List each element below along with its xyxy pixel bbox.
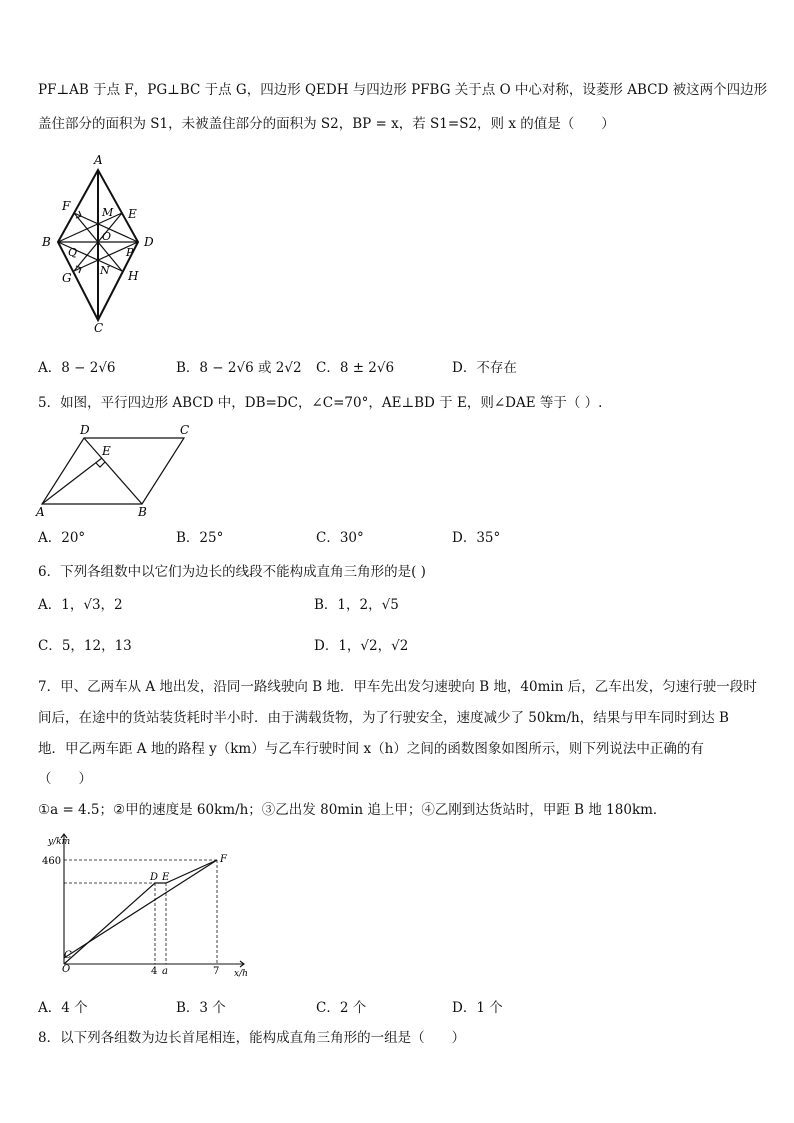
q7-x-tick-a: a [162,966,168,977]
q7-y-tick-460: 460 [42,856,62,867]
q4-label-C: C [94,321,104,335]
q7-point-F: F [220,854,227,865]
q5-parallelogram-figure [30,420,200,520]
q5-text: 5．如图，平行四边形 ABCD 中，DB=DC，∠C=70°，AE⊥BD 于 E，则∠DAE 等于（ ）. [38,395,603,411]
q7-x-tick-7: 7 [213,966,220,977]
q5-label-A: A [36,505,45,519]
q7-xlabel: x/h [234,969,248,979]
q6-option-b: B．1，2，√5 [314,597,399,613]
q5-option-d: D．35° [452,530,501,546]
q5-label-B: B [138,505,147,519]
q7-statements: ①a = 4.5；②甲的速度是 60km/h；③乙出发 80min 追上甲；④乙刚到达货站时，甲距 B 地 180km． [38,802,667,818]
q4-option-a: A．8 − 2√6 [38,360,116,376]
q4-label-F: F [62,199,71,213]
q7-text-line4: （ ） [38,771,92,787]
q8-text: 8．以下列各组数为边长首尾相连，能构成直角三角形的一组是（ ） [38,1030,466,1046]
q4-text-line1: PF⊥AB 于点 F，PG⊥BC 于点 G，四边形 QEDH 与四边形 PFBG 关于点 O 中心对称，设菱形 ABCD 被这两个四边形 [38,82,768,98]
q4-label-B: B [42,235,51,249]
q4-option-d: D．不存在 [452,360,517,376]
q7-point-D: D [150,872,159,883]
q4-label-N: N [100,264,110,277]
q6-option-c: C．5，12，13 [38,638,132,654]
q7-point-C: C [64,950,72,961]
q7-option-a: A．4 个 [38,1000,88,1016]
q4-label-A: A [94,153,103,167]
q7-text-line3: 地．甲乙两车距 A 地的路程 y（km）与乙车行驶时间 x（h）之间的函数图象如图所示，则下列说法中正确的有 [38,741,704,757]
q7-ylabel: y/km [48,837,71,847]
q4-label-D: D [144,235,154,249]
q5-option-a: A．20° [38,530,86,546]
q6-text: 6．下列各组数中以它们为边长的线段不能构成直角三角形的是( ) [38,564,426,580]
q4-label-O: O [102,230,112,243]
q4-label-H: H [128,269,139,283]
q6-option-d: D．1，√2，√2 [314,638,409,654]
q4-rhombus-figure [30,150,170,335]
q7-text-line1: 7．甲、乙两车从 A 地出发，沿同一路线驶向 B 地．甲车先出发匀速驶向 B 地，40min 后，乙车出发，匀速行驶一段时 [38,679,757,695]
q4-label-Q: Q [68,246,78,259]
q5-option-b: B．25° [176,530,224,546]
q7-option-d: D．1 个 [452,1000,503,1016]
q7-text-line2: 间后，在途中的货站装货耗时半小时．由于满载货物，为了行驶安全，速度减少了 50km/h，结果与甲车同时到达 B [38,710,729,726]
q4-text-line2: 盖住部分的面积为 S1，未被盖住部分的面积为 S2，BP = x，若 S1=S2，则 x 的值是（ ） [38,116,615,132]
q7-x-tick-4: 4 [151,966,158,977]
q7-point-E: E [162,872,170,883]
q5-label-D: D [80,423,90,437]
q7-option-c: C．2 个 [316,1000,367,1016]
q7-option-b: B．3 个 [176,1000,226,1016]
q4-option-b: B．8 − 2√6 或 2√2 [176,360,302,376]
q4-label-E: E [128,207,137,221]
q6-option-a: A．1，√3，2 [38,597,123,613]
q5-label-E: E [102,444,111,458]
q7-origin: O [62,964,71,975]
q4-label-G: G [62,271,72,285]
q5-label-C: C [180,423,190,437]
q7-distance-time-graph [34,828,256,980]
q5-option-c: C．30° [316,530,364,546]
q4-option-c: C．8 ± 2√6 [316,360,395,376]
q4-label-P: P [126,246,134,259]
q4-label-M: M [102,206,114,219]
